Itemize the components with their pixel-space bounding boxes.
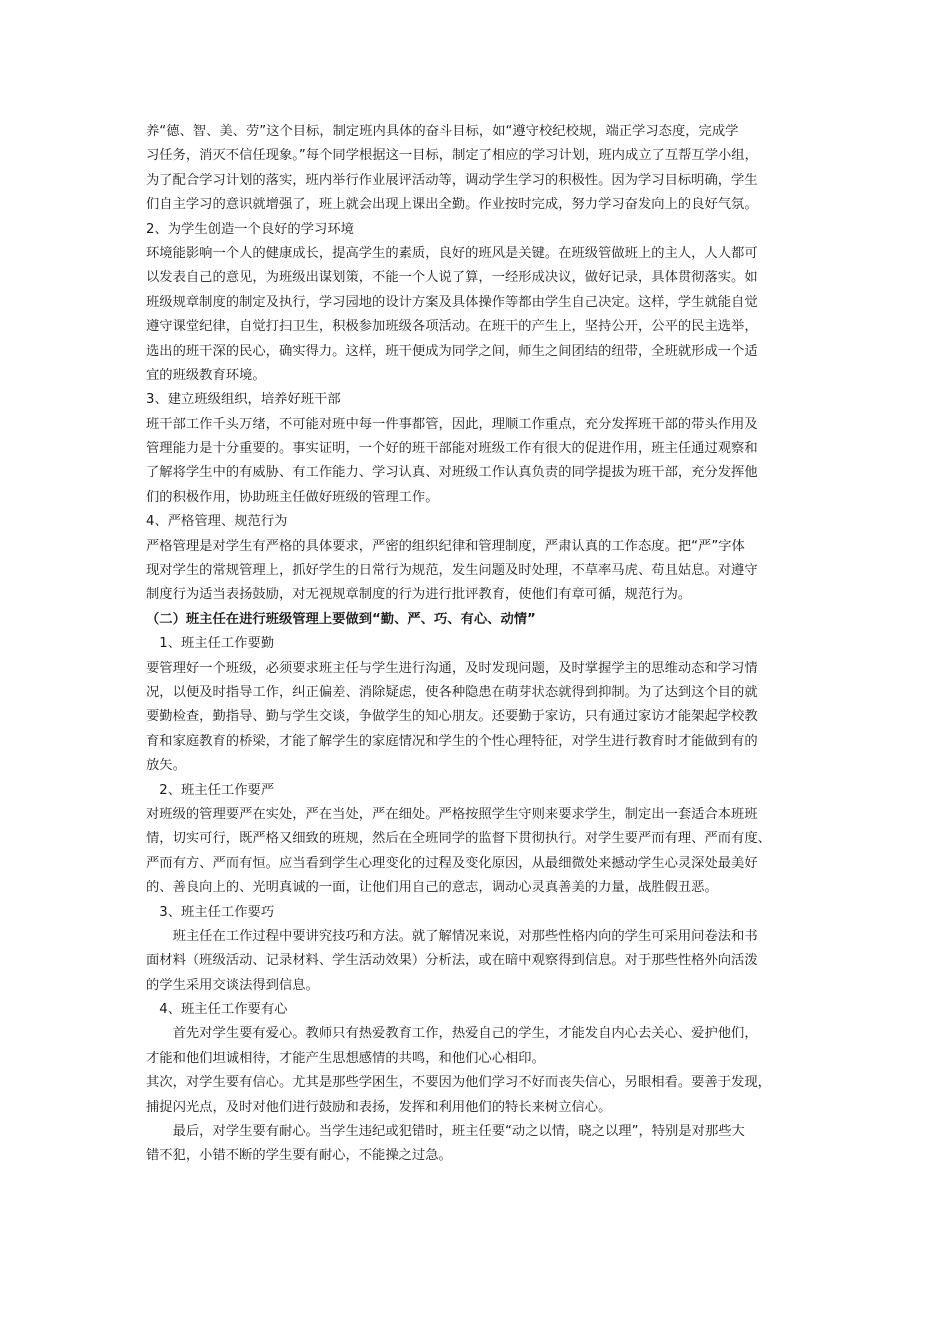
text-line: 严而有方、严而有恒。应当看到学生心理变化的过程及变化原因，从最细微处来撼动学生心灵深处最美好 xyxy=(146,855,758,871)
text-line: 现对学生的常规管理上，抓好学生的日常行为规范，发生问题及时处理，不草率马虎、苟且姑息。对遵守 xyxy=(146,563,758,579)
text-line: 3、建立班级组织，培养好班干部 xyxy=(146,392,341,408)
text-line: 才能和他们坦诚相待，才能产生思想感情的共鸣，和他们心心相印。 xyxy=(146,1050,545,1066)
text-line: 班干部工作千头万绪，不可能对班中每一件事都管，因此，理顺工作重点，充分发挥班干部的带头作用及 xyxy=(146,416,758,432)
text-line: 捕捉闪光点，及时对他们进行鼓励和表扬，发挥和利用他们的特长来树立信心。 xyxy=(146,1099,612,1115)
text-line: 要管理好一个班级，必须要求班主任与学生进行沟通，及时发现问题，及时掌握学主的思维动态和学习情 xyxy=(146,660,758,676)
text-line: 遵守课堂纪律，自觉打扫卫生，积极参加班级各项活动。在班干的产生上，坚持公开，公平的民主选举， xyxy=(146,319,758,335)
text-line: 放矢。 xyxy=(146,758,186,774)
text-line: 要勤检查，勤指导、勤与学生交谈，争做学生的知心朋友。还要勤于家访，只有通过家访才能架起学校教 xyxy=(146,709,758,725)
text-line: 习任务，消灭不信任现象。”每个同学根据这一目标，制定了相应的学习计划，班内成立了互帮互学小组， xyxy=(146,148,758,164)
text-line: 4、严格管理、规范行为 xyxy=(146,514,288,530)
text-line: 为了配合学习计划的落实，班内举行作业展评活动等，调动学生学习的积极性。因为学习目标明确，学生 xyxy=(146,172,758,188)
text-line: 选出的班干深的民心，确实得力。这样，班干便成为同学之间，师生之间团结的纽带，全班就形成一个适 xyxy=(146,343,758,359)
text-line: 了解将学生中的有威胁、有工作能力、学习认真、对班级工作认真负责的同学提拔为班干部，充分发挥他 xyxy=(146,465,758,481)
document-body xyxy=(146,120,814,1169)
text-line: 2、为学生创造一个良好的学习环境 xyxy=(146,221,354,237)
text-line: 以发表自己的意见，为班级出谋划策，不能一个人说了算，一经形成决议，做好记录，具体贯彻落实。如 xyxy=(146,270,758,286)
text-line: 4、班主任工作要有心 xyxy=(146,1002,288,1018)
text-line: 班主任在工作过程中要讲究技巧和方法。就了解情况来说，对那些性格内向的学生可采用问卷法和书 xyxy=(146,928,758,944)
text-line: 们自主学习的意识就增强了，班上就会出现上课出全勤。作业按时完成，努力学习奋发向上的良好气氛。 xyxy=(146,197,758,213)
text-line: 们的积极作用，协助班主任做好班级的管理工作。 xyxy=(146,489,439,505)
text-line: 1、班主任工作要勤 xyxy=(146,636,275,652)
text-line: 严格管理是对学生有严格的具体要求，严密的组织纪律和管理制度，严肃认真的工作态度。把“严”字体 xyxy=(146,538,745,554)
text-line: 环境能影响一个人的健康成长，提高学生的素质，良好的班风是关键。在班级管做班上的主人，人人都可 xyxy=(146,245,758,261)
text-line: 班级规章制度的制定及执行，学习园地的设计方案及具体操作等都由学生自己决定。这样，学生就能自觉 xyxy=(146,294,758,310)
text-line: 对班级的管理要严在实处，严在当处，严在细处。严格按照学生守则来要求学生，制定出一套适合本班班 xyxy=(146,806,758,822)
text-line: 管理能力是十分重要的。事实证明，一个好的班干部能对班级工作有很大的促进作用，班主任通过观察和 xyxy=(146,441,758,457)
text-line: 首先对学生要有爱心。教师只有热爱教育工作，热爱自己的学生，才能发自内心去关心、爱护他们， xyxy=(146,1026,758,1042)
text-line: 育和家庭教育的桥梁，才能了解学生的家庭情况和学生的个性心理特征，对学生进行教育时才能做到有的 xyxy=(146,733,758,749)
text-line: 制度行为适当表扬鼓励，对无视规章制度的行为进行批评教育，使他们有章可循，规范行为。 xyxy=(146,587,692,603)
text-line: 情，切实可行，既严格又细致的班规，然后在全班同学的监督下贯彻执行。对学生要严而有理、严而有度、 xyxy=(146,831,771,847)
section-heading-line: （二）班主任在进行班级管理上要做到“勤、严、巧、有心、动情” xyxy=(146,611,536,627)
text-line: 其次，对学生要有信心。尤其是那些学困生，不要因为他们学习不好而丧失信心，另眼相看。要善于发现， xyxy=(146,1075,771,1091)
text-line: 错不犯，小错不断的学生要有耐心，不能操之过急。 xyxy=(146,1148,452,1164)
text-line: 最后，对学生要有耐心。当学生违纪或犯错时，班主任要“动之以情，晓之以理”，特别是对那些大 xyxy=(146,1124,745,1140)
text-line: 养“德、智、美、劳”这个目标，制定班内具体的奋斗目标，如“遵守校纪校规，端正学习态度，完成学 xyxy=(146,124,739,139)
text-line: 的学生采用交谈法得到信息。 xyxy=(146,977,319,993)
text-line: 3、班主任工作要巧 xyxy=(146,904,275,920)
text-line: 况，以便及时指导工作，纠正偏差、消除疑虑，使各种隐患在萌芽状态就得到抑制。为了达到这个目的就 xyxy=(146,684,758,700)
text-line: 的、善良向上的、光明真诚的一面，让他们用自己的意志，调动心灵真善美的力量，战胜假丑恶。 xyxy=(146,880,718,896)
text-line: 宜的班级教育环境。 xyxy=(146,367,266,383)
text-line: 面材料（班级活动、记录材料、学生活动效果）分析法，或在暗中观察得到信息。对于那些性格外向活泼 xyxy=(146,953,758,969)
text-line: 2、班主任工作要严 xyxy=(146,782,275,798)
